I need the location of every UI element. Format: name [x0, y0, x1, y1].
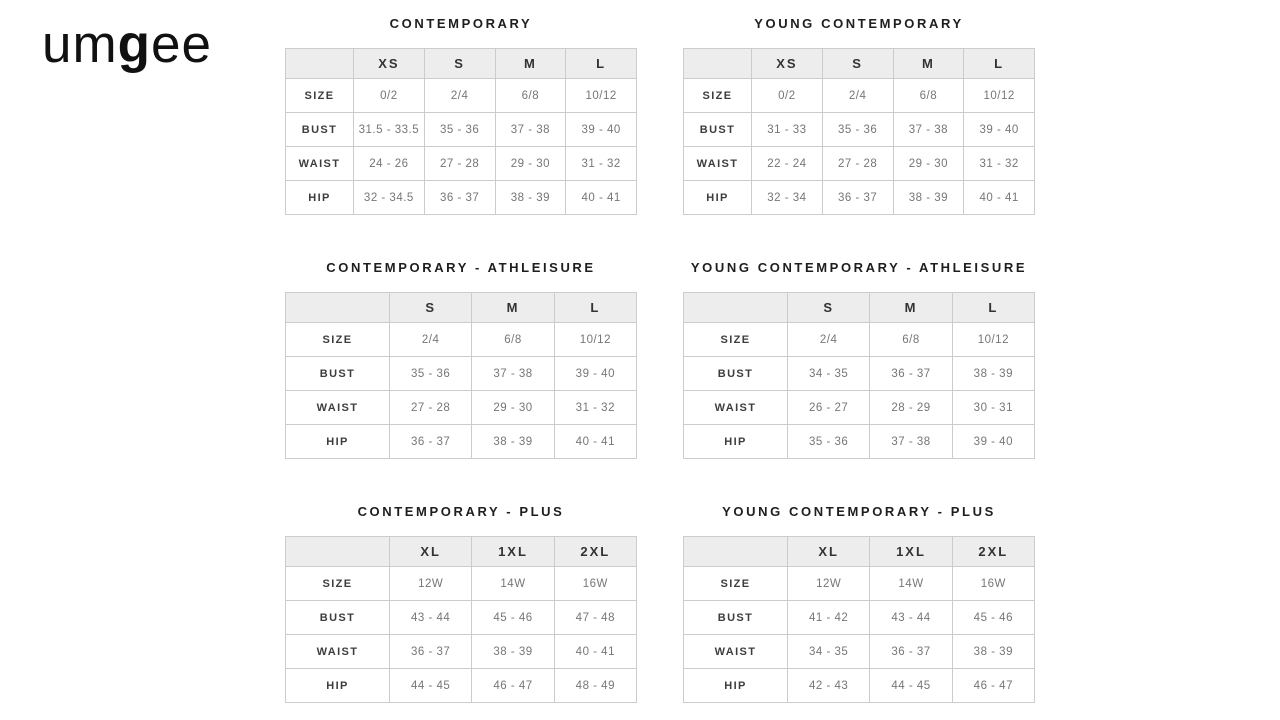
size-cell: 0/2 — [752, 79, 823, 113]
size-cell: 40 - 41 — [554, 425, 636, 459]
table-row — [684, 113, 1035, 147]
size-column-header: XS — [752, 49, 823, 79]
size-column-header: 2XL — [952, 537, 1034, 567]
table-row — [684, 567, 1035, 601]
row-label: HIP — [684, 425, 788, 459]
size-cell: 29 - 30 — [472, 391, 554, 425]
size-column-header: M — [893, 49, 964, 79]
row-label: BUST — [684, 113, 752, 147]
row-label: SIZE — [684, 567, 788, 601]
size-column-header: L — [964, 49, 1035, 79]
table-row — [286, 669, 637, 703]
row-label: SIZE — [684, 323, 788, 357]
size-cell: 39 - 40 — [566, 113, 637, 147]
size-cell: 46 - 47 — [472, 669, 554, 703]
size-cell: 2/4 — [424, 79, 495, 113]
row-label: BUST — [684, 357, 788, 391]
size-column-header: M — [870, 293, 952, 323]
row-label: WAIST — [286, 391, 390, 425]
size-cell: 10/12 — [566, 79, 637, 113]
size-cell: 47 - 48 — [554, 601, 636, 635]
size-cell: 38 - 39 — [495, 181, 566, 215]
table-row — [286, 181, 637, 215]
size-cell: 32 - 34 — [752, 181, 823, 215]
size-cell: 46 - 47 — [952, 669, 1034, 703]
size-cell: 27 - 28 — [822, 147, 893, 181]
row-label: BUST — [684, 601, 788, 635]
size-table — [683, 536, 1035, 703]
size-cell: 38 - 39 — [893, 181, 964, 215]
table-title: YOUNG CONTEMPORARY — [754, 16, 964, 31]
size-cell: 32 - 34.5 — [354, 181, 425, 215]
table-row — [684, 669, 1035, 703]
size-cell: 29 - 30 — [893, 147, 964, 181]
table-row — [286, 147, 637, 181]
table-row — [684, 425, 1035, 459]
size-table-section — [683, 258, 1035, 459]
size-table — [285, 292, 637, 459]
row-label: SIZE — [286, 323, 390, 357]
table-title: CONTEMPORARY - ATHLEISURE — [326, 260, 596, 275]
corner-cell — [684, 293, 788, 323]
size-cell: 6/8 — [893, 79, 964, 113]
table-title: YOUNG CONTEMPORARY - ATHLEISURE — [690, 260, 1028, 275]
table-header-row — [286, 293, 637, 323]
size-cell: 44 - 45 — [870, 669, 952, 703]
size-cell: 2/4 — [390, 323, 472, 357]
size-cell: 31.5 - 33.5 — [354, 113, 425, 147]
row-label: HIP — [286, 669, 390, 703]
table-row — [684, 79, 1035, 113]
size-cell: 43 - 44 — [390, 601, 472, 635]
size-cell: 2/4 — [822, 79, 893, 113]
size-cell: 39 - 40 — [554, 357, 636, 391]
size-cell: 27 - 28 — [424, 147, 495, 181]
size-cell: 30 - 31 — [952, 391, 1034, 425]
size-cell: 36 - 37 — [870, 357, 952, 391]
size-cell: 6/8 — [870, 323, 952, 357]
row-label: WAIST — [286, 635, 390, 669]
table-header-row — [286, 537, 637, 567]
size-cell: 26 - 27 — [788, 391, 870, 425]
size-cell: 41 - 42 — [788, 601, 870, 635]
size-cell: 36 - 37 — [390, 425, 472, 459]
size-table — [683, 292, 1035, 459]
size-table — [285, 536, 637, 703]
size-cell: 16W — [554, 567, 636, 601]
table-header-row — [684, 49, 1035, 79]
table-row — [684, 635, 1035, 669]
size-cell: 37 - 38 — [893, 113, 964, 147]
size-column-header: L — [554, 293, 636, 323]
size-cell: 12W — [390, 567, 472, 601]
size-column-header: L — [566, 49, 637, 79]
size-cell: 12W — [788, 567, 870, 601]
size-cell: 31 - 33 — [752, 113, 823, 147]
table-row — [286, 323, 637, 357]
size-table-section — [285, 14, 637, 215]
row-label: HIP — [286, 181, 354, 215]
size-cell: 38 - 39 — [472, 635, 554, 669]
size-table — [285, 48, 637, 215]
size-column-header: XS — [354, 49, 425, 79]
size-column-header: S — [424, 49, 495, 79]
table-row — [684, 181, 1035, 215]
table-header-row — [684, 293, 1035, 323]
size-column-header: S — [390, 293, 472, 323]
size-cell: 44 - 45 — [390, 669, 472, 703]
size-cell: 6/8 — [472, 323, 554, 357]
size-cell: 43 - 44 — [870, 601, 952, 635]
row-label: SIZE — [286, 79, 354, 113]
table-header-row — [286, 49, 637, 79]
size-cell: 10/12 — [964, 79, 1035, 113]
size-column-header: M — [495, 49, 566, 79]
row-label: SIZE — [286, 567, 390, 601]
row-label: WAIST — [684, 635, 788, 669]
table-row — [684, 391, 1035, 425]
size-table-section — [683, 502, 1035, 703]
size-cell: 22 - 24 — [752, 147, 823, 181]
table-title: YOUNG CONTEMPORARY - PLUS — [722, 504, 996, 519]
row-label: BUST — [286, 601, 390, 635]
table-row — [286, 113, 637, 147]
size-column-header: L — [952, 293, 1034, 323]
size-cell: 10/12 — [952, 323, 1034, 357]
row-label: HIP — [684, 181, 752, 215]
size-cell: 31 - 32 — [566, 147, 637, 181]
size-cell: 36 - 37 — [822, 181, 893, 215]
size-cell: 34 - 35 — [788, 357, 870, 391]
size-cell: 24 - 26 — [354, 147, 425, 181]
size-cell: 14W — [472, 567, 554, 601]
size-cell: 38 - 39 — [952, 635, 1034, 669]
size-cell: 37 - 38 — [870, 425, 952, 459]
size-cell: 36 - 37 — [424, 181, 495, 215]
table-header-row — [684, 537, 1035, 567]
size-cell: 39 - 40 — [952, 425, 1034, 459]
row-label: WAIST — [684, 391, 788, 425]
size-column-header: S — [822, 49, 893, 79]
table-row — [286, 601, 637, 635]
corner-cell — [684, 49, 752, 79]
size-table-section — [285, 258, 637, 459]
row-label: BUST — [286, 357, 390, 391]
row-label: SIZE — [684, 79, 752, 113]
size-column-header: XL — [390, 537, 472, 567]
table-title: CONTEMPORARY - PLUS — [357, 504, 565, 519]
size-cell: 40 - 41 — [566, 181, 637, 215]
size-cell: 39 - 40 — [964, 113, 1035, 147]
table-row — [684, 147, 1035, 181]
size-table-section — [285, 502, 637, 703]
size-cell: 36 - 37 — [870, 635, 952, 669]
brand-logo — [42, 16, 212, 74]
logo-text-regular: ee — [151, 15, 212, 74]
size-cell: 16W — [952, 567, 1034, 601]
size-table — [683, 48, 1035, 215]
size-cell: 37 - 38 — [472, 357, 554, 391]
size-cell: 34 - 35 — [788, 635, 870, 669]
table-row — [684, 601, 1035, 635]
table-row — [684, 357, 1035, 391]
row-label: HIP — [286, 425, 390, 459]
table-row — [684, 323, 1035, 357]
size-cell: 35 - 36 — [390, 357, 472, 391]
size-cell: 38 - 39 — [472, 425, 554, 459]
row-label: BUST — [286, 113, 354, 147]
table-row — [286, 635, 637, 669]
size-column-header: XL — [788, 537, 870, 567]
size-cell: 40 - 41 — [964, 181, 1035, 215]
size-column-header: M — [472, 293, 554, 323]
size-cell: 29 - 30 — [495, 147, 566, 181]
table-title: CONTEMPORARY — [389, 16, 533, 31]
table-row — [286, 357, 637, 391]
size-cell: 35 - 36 — [424, 113, 495, 147]
size-column-header: 2XL — [554, 537, 636, 567]
size-table-section — [683, 14, 1035, 215]
size-cell: 45 - 46 — [952, 601, 1034, 635]
table-row — [286, 425, 637, 459]
size-cell: 31 - 32 — [554, 391, 636, 425]
size-cell: 35 - 36 — [822, 113, 893, 147]
size-cell: 10/12 — [554, 323, 636, 357]
logo-text-regular: um — [42, 15, 118, 74]
size-cell: 2/4 — [788, 323, 870, 357]
size-cell: 35 - 36 — [788, 425, 870, 459]
size-cell: 36 - 37 — [390, 635, 472, 669]
logo-text-bold: g — [117, 15, 152, 74]
table-row — [286, 79, 637, 113]
size-cell: 28 - 29 — [870, 391, 952, 425]
size-cell: 40 - 41 — [554, 635, 636, 669]
size-cell: 42 - 43 — [788, 669, 870, 703]
size-column-header: S — [788, 293, 870, 323]
size-cell: 37 - 38 — [495, 113, 566, 147]
table-row — [286, 567, 637, 601]
size-cell: 0/2 — [354, 79, 425, 113]
corner-cell — [684, 537, 788, 567]
corner-cell — [286, 293, 390, 323]
size-column-header: 1XL — [870, 537, 952, 567]
corner-cell — [286, 537, 390, 567]
size-cell: 31 - 32 — [964, 147, 1035, 181]
size-column-header: 1XL — [472, 537, 554, 567]
size-cell: 6/8 — [495, 79, 566, 113]
size-cell: 45 - 46 — [472, 601, 554, 635]
size-cell: 27 - 28 — [390, 391, 472, 425]
row-label: WAIST — [684, 147, 752, 181]
size-cell: 14W — [870, 567, 952, 601]
corner-cell — [286, 49, 354, 79]
row-label: HIP — [684, 669, 788, 703]
size-cell: 38 - 39 — [952, 357, 1034, 391]
table-row — [286, 391, 637, 425]
size-cell: 48 - 49 — [554, 669, 636, 703]
row-label: WAIST — [286, 147, 354, 181]
